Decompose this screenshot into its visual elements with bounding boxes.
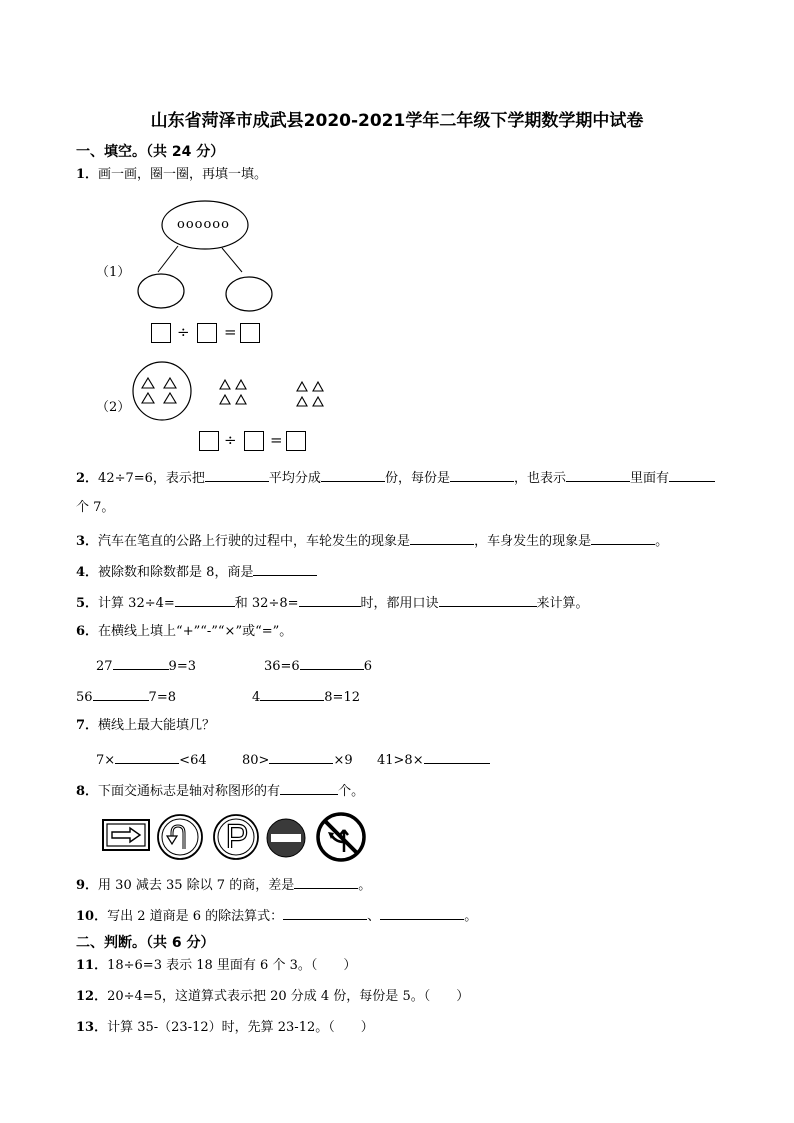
divide-sign: ÷	[177, 323, 190, 341]
question-text: 平均分成	[268, 471, 321, 486]
question-text: 20÷4=5，这道算式表示把 20 分成 4 份，每份是 5。（ ）	[107, 989, 470, 1004]
q7-item	[377, 750, 490, 769]
section-1-header: 一、填空。（共 24 分）	[76, 144, 225, 160]
q1-part1-tree-diagram	[130, 198, 290, 318]
u-turn-sign-icon	[156, 813, 204, 861]
question-8	[76, 781, 364, 800]
question-text: 横线上最大能填几？	[98, 718, 216, 733]
question-1	[76, 167, 267, 183]
page-title: 山东省菏泽市成武县2020-2021学年二年级下学期数学期中试卷	[150, 111, 644, 131]
answer-box[interactable]	[151, 323, 171, 343]
answer-box[interactable]	[244, 431, 264, 451]
expr-right: ×9	[333, 753, 353, 768]
answer-blank[interactable]	[424, 750, 490, 764]
expr-right: 8=12	[324, 690, 360, 705]
question-text: 下面交通标志是轴对称图形的有	[98, 784, 281, 799]
answer-blank[interactable]	[410, 531, 474, 545]
question-11	[76, 958, 356, 974]
expr-left: 4	[252, 690, 261, 705]
question-text: 画一画，圈一圈，再填一填。	[98, 167, 268, 182]
q6-item	[96, 656, 196, 675]
question-text: 里面有	[629, 471, 669, 486]
question-text: 汽车在笔直的公路上行驶的过程中，车轮发生的现象是	[98, 534, 411, 549]
question-2	[76, 468, 715, 487]
question-number: 5．	[76, 596, 99, 611]
question-text: 、	[367, 909, 381, 924]
q1-part2-label: （2）	[96, 400, 131, 415]
question-13	[76, 1020, 374, 1036]
expr-left: 7×	[96, 753, 116, 768]
answer-blank[interactable]	[321, 468, 385, 482]
q7-item	[242, 750, 353, 769]
question-text: 被除数和除数都是 8，商是	[98, 565, 254, 580]
answer-blank[interactable]	[205, 468, 269, 482]
question-text: 18÷6=3 表示 18 里面有 6 个 3。（ ）	[107, 958, 357, 973]
question-10	[76, 906, 477, 925]
question-3	[76, 531, 668, 550]
question-text: 。	[464, 909, 478, 924]
no-entry-sign-icon	[265, 817, 307, 859]
answer-blank[interactable]	[299, 593, 361, 607]
answer-box[interactable]	[286, 431, 306, 451]
question-text: 来计算。	[536, 596, 589, 611]
q6-item	[252, 687, 360, 706]
question-4	[76, 562, 317, 581]
answer-blank[interactable]	[591, 531, 655, 545]
q7-item	[96, 750, 207, 769]
question-text: 和 32÷8=	[234, 596, 299, 611]
divide-sign: ÷	[224, 431, 237, 449]
expr-right: 6	[363, 659, 372, 674]
parking-sign-icon	[212, 813, 260, 861]
question-number: 6．	[76, 624, 99, 639]
question-9	[76, 875, 371, 894]
answer-blank[interactable]	[450, 468, 514, 482]
question-number: 8．	[76, 784, 99, 799]
answer-blank[interactable]	[439, 593, 537, 607]
question-text: 计算 32÷4=	[98, 596, 175, 611]
expr-left: 56	[76, 690, 93, 705]
q1-part1-label: （1）	[96, 265, 131, 280]
question-text: ，也表示	[513, 471, 566, 486]
expr-left: 27	[96, 659, 113, 674]
question-text: 写出 2 道商是 6 的除法算式：	[107, 909, 284, 924]
question-6	[76, 624, 292, 640]
expr-left: 41>8×	[377, 753, 424, 768]
answer-blank[interactable]	[93, 687, 149, 701]
q1-part2-triangles-diagram	[130, 358, 340, 428]
question-text: 时，都用口诀	[360, 596, 439, 611]
question-text: ，车身发生的现象是	[474, 534, 592, 549]
question-12	[76, 989, 469, 1005]
question-7	[76, 718, 215, 734]
equals-sign: =	[270, 431, 283, 449]
answer-box[interactable]	[197, 323, 217, 343]
section-2-header: 二、判断。（共 6 分）	[76, 935, 215, 951]
answer-blank[interactable]	[283, 906, 367, 920]
answer-box[interactable]	[199, 431, 219, 451]
answer-blank[interactable]	[175, 593, 235, 607]
q6-item	[264, 656, 372, 675]
answer-blank[interactable]	[566, 468, 630, 482]
question-text: 42÷7=6，表示把	[98, 471, 205, 486]
question-text: 。	[358, 878, 372, 893]
expr-right: 9=3	[168, 659, 196, 674]
question-number: 2．	[76, 471, 99, 486]
expr-left: 36=6	[264, 659, 300, 674]
question-number: 3．	[76, 534, 99, 549]
question-number: 7．	[76, 718, 99, 733]
question-number: 4．	[76, 565, 99, 580]
answer-blank[interactable]	[669, 468, 715, 482]
answer-blank[interactable]	[269, 750, 333, 764]
answer-blank[interactable]	[253, 562, 317, 576]
question-text: 用 30 减去 35 除以 7 的商，差是	[98, 878, 295, 893]
answer-blank[interactable]	[113, 656, 169, 670]
answer-blank[interactable]	[294, 875, 358, 889]
expr-right: 7=8	[148, 690, 176, 705]
question-number: 11．	[76, 958, 108, 973]
question-text: 。	[655, 534, 669, 549]
equals-sign: =	[224, 323, 237, 341]
answer-blank[interactable]	[115, 750, 179, 764]
expr-left: 80>	[242, 753, 270, 768]
question-text: 计算 35-（23-12）时，先算 23-12。（ ）	[107, 1020, 374, 1035]
right-arrow-sign-icon	[102, 818, 152, 852]
question-number: 9．	[76, 878, 99, 893]
question-number: 12．	[76, 989, 108, 1004]
expr-right: <64	[179, 753, 207, 768]
question-number: 13．	[76, 1020, 108, 1035]
question-2-continued: 个 7。	[76, 500, 115, 515]
answer-box[interactable]	[240, 323, 260, 343]
answer-blank[interactable]	[280, 781, 338, 795]
question-text: 份，每份是	[384, 471, 450, 486]
no-left-turn-sign-icon	[316, 812, 366, 862]
question-text: 个。	[338, 784, 365, 799]
question-5	[76, 593, 589, 612]
q6-item	[76, 687, 176, 706]
question-text: 在横线上填上“+”“-”“×”或“=”。	[98, 624, 293, 639]
answer-blank[interactable]	[380, 906, 464, 920]
answer-blank[interactable]	[300, 656, 364, 670]
question-number: 10．	[76, 909, 108, 924]
q1-circles-row: oooooo	[177, 217, 230, 232]
question-number: 1．	[76, 167, 99, 182]
answer-blank[interactable]	[260, 687, 324, 701]
